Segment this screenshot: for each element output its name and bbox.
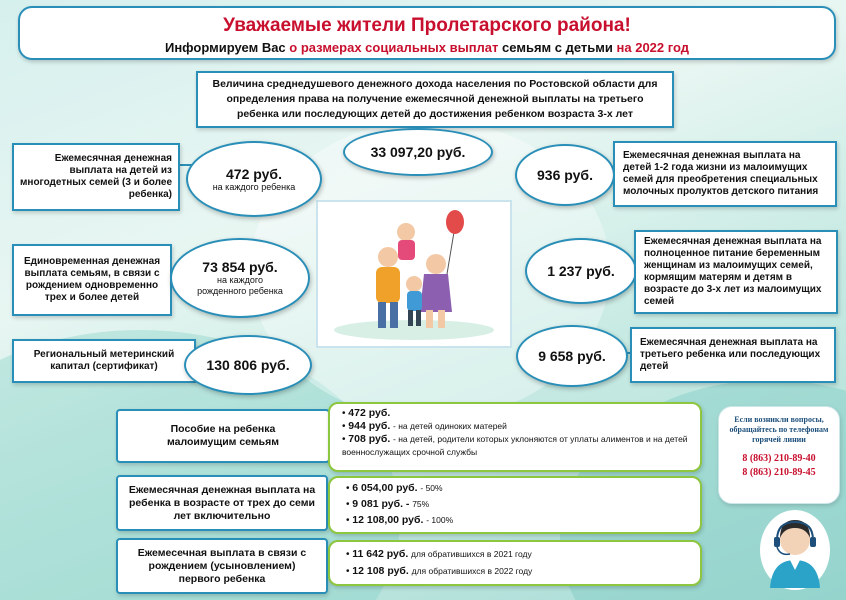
bottom-label-text-3: Ежемесечная выплата в связи с рождением (усыновлением) первого ребенка <box>137 546 307 585</box>
contact-text: Если возникли вопросы, обращайтесь по телефонам горячей линии <box>729 415 829 444</box>
list-item: • 708 руб. - на детей, родители которых уклоняются от уплаты алиментов и на детей военнослужащих срочной службы <box>342 433 688 457</box>
item-note: для обратившихся в 2022 году <box>411 566 533 576</box>
subtitle-part: семьям с детьми <box>502 40 613 55</box>
hotline-phone-2[interactable]: 8 (863) 210-89-45 <box>742 467 816 478</box>
right-amount-3: 9 658 руб. <box>538 348 606 364</box>
bottom-label-text-2: Ежемесячная денежная выплата на ребенка в возрасте от трех до семи лет включительно <box>128 483 316 522</box>
operator-headset-icon <box>760 510 830 590</box>
header-banner <box>18 6 836 60</box>
page-subtitle <box>20 40 834 55</box>
list-item: • 12 108,00 руб. - 100% <box>346 514 454 526</box>
left-amount-1: 472 руб. <box>226 165 282 182</box>
bottom-list-3 <box>328 540 702 586</box>
center-info-box <box>196 71 674 128</box>
left-desc-1: Ежемесячная денежная выплата на детей из многодетных семей (3 и более ребенка) <box>20 153 173 200</box>
subtitle-highlight: на 2022 год <box>616 40 690 55</box>
item-note: - 100% <box>426 515 454 525</box>
left-desc-3: Региональный метеринский капитал (сертификат) <box>33 349 175 372</box>
bottom-label-1 <box>116 409 330 463</box>
right-desc-3: Ежемесячная денежная выплата на третьего ребенка или последующих детей <box>640 337 821 372</box>
right-desc-2: Ежемесячная денежная выплата на полноценное питание беременным женщинам из малоимущих семей, кормящим матерям и детям в возрасте до 3-х лет из малоимущих семей <box>644 236 822 307</box>
left-amount-ellipse-3 <box>184 335 312 395</box>
right-desc-box-3 <box>630 327 836 383</box>
contact-card <box>718 406 840 504</box>
bottom-list-2 <box>328 476 702 534</box>
right-amount-ellipse-3 <box>516 325 628 387</box>
bottom-label-2 <box>116 475 328 531</box>
list-item: • 944 руб. - на детей одиноких матерей <box>342 420 507 432</box>
right-desc-box-2 <box>634 230 838 314</box>
family-illustration <box>316 200 512 348</box>
item-amount: 708 руб. <box>348 433 391 445</box>
left-desc-box-1 <box>12 143 180 211</box>
bottom-label-text-1: Пособие на ребенка малоимущим семьям <box>167 423 279 448</box>
left-amount-2: 73 854 руб. <box>202 259 278 275</box>
right-amount-1: 936 руб. <box>537 167 593 183</box>
hotline-phone-1[interactable]: 8 (863) 210-89-40 <box>742 453 816 464</box>
center-amount: 33 097,20 руб. <box>370 144 466 160</box>
right-amount-ellipse-2 <box>525 238 637 304</box>
right-amount-ellipse-1 <box>515 144 615 206</box>
item-amount: 944 руб. <box>348 420 391 432</box>
item-note: - 50% <box>420 483 443 493</box>
right-desc-box-1 <box>613 141 837 207</box>
item-amount: 6 054,00 руб. <box>352 482 418 494</box>
center-info-text: Величина среднедушевого денежного дохода населения по Ростовской области для определения права на получение ежемесячной денежной выплаты на третьего ребенка или последующих детей до достижения ребенком возраста 3-х лет <box>212 78 658 120</box>
left-amount-3: 130 806 руб. <box>206 357 290 373</box>
right-amount-2: 1 237 руб. <box>547 263 615 279</box>
left-desc-box-3 <box>12 339 196 383</box>
left-sub-1: на каждого ребенка <box>212 181 296 192</box>
left-desc-box-2 <box>12 244 172 316</box>
list-item: • 472 руб. <box>342 407 391 419</box>
item-note: для обратившихся в 2021 году <box>411 549 532 559</box>
right-desc-1: Ежемесячная денежная выплата на детей 1-2 года жизни из малоимущих семей для преобретения специальных молочных пролуктов детского питания <box>623 150 819 197</box>
left-amount-ellipse-2 <box>170 238 310 318</box>
bottom-label-3 <box>116 538 328 594</box>
subtitle-part: Информируем Вас <box>164 40 286 55</box>
item-amount: 11 642 руб. <box>352 548 409 560</box>
list-item: • 12 108 руб. для обратившихся в 2022 году <box>346 565 533 577</box>
list-item: • 11 642 руб. для обратившихся в 2021 году <box>346 548 532 560</box>
subtitle-highlight: о размерах социальных выплат <box>289 40 499 55</box>
center-amount-ellipse <box>343 128 493 176</box>
left-desc-2: Единовременная денежная выплата семьям, в связи с рождением одновременно трех и более детей <box>23 256 161 303</box>
item-note: - на детей, родители которых уклоняются от уплаты алиментов и на детей военнослужащих срочной службы <box>342 434 688 457</box>
left-sub-2: на каждого рожденного ребенка <box>197 275 283 296</box>
item-note: - на детей одиноких матерей <box>393 421 507 431</box>
list-item: • 6 054,00 руб. - 50% <box>346 482 443 494</box>
bottom-list-1 <box>328 402 702 472</box>
item-amount: 12 108,00 руб. <box>352 514 424 526</box>
left-amount-ellipse-1 <box>186 141 322 217</box>
item-amount: 9 081 руб. - <box>352 498 410 510</box>
item-note: 75% <box>412 499 430 509</box>
item-amount: 472 руб. <box>348 407 391 419</box>
list-item: • 9 081 руб. - 75% <box>346 498 430 510</box>
item-amount: 12 108 руб. <box>352 565 409 577</box>
page-title: Уважаемые жители Пролетарского района! <box>223 15 631 36</box>
